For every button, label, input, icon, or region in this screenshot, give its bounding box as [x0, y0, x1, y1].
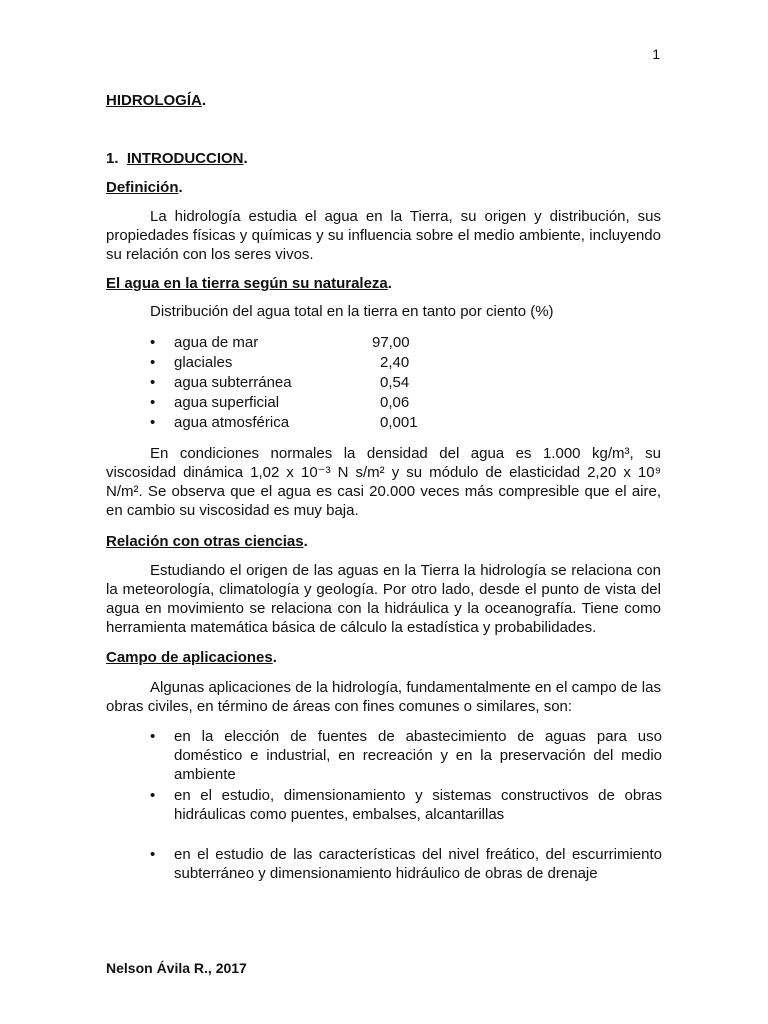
item-name: agua superficial — [174, 394, 280, 411]
section-title: INTRODUCCION — [126, 150, 244, 167]
relacion-heading-text: Relación con otras ciencias — [106, 533, 304, 550]
list-item-text: en el estudio, dimensionamiento y sistemas constructivos de obras hidráulicas como puentes, embalses, alcantarillas — [174, 787, 662, 823]
section-number: 1. — [106, 150, 119, 167]
item-name: agua subterránea — [174, 374, 292, 391]
item-value: 2,40 — [380, 354, 410, 371]
definicion-paragraph: La hidrología estudia el agua en la Tierra, su origen y distribución, sus propiedades físicas y químicas y su influencia sobre el medio ambiente, incluyendo su relación con los seres vivos. — [106, 208, 661, 263]
document-title-text: HIDROLOGÍA — [106, 92, 202, 109]
item-name: agua de mar — [174, 334, 259, 351]
list-item — [150, 727, 662, 784]
campo-heading-text: Campo de aplicaciones — [106, 649, 273, 666]
item-value: 0,54 — [380, 374, 410, 391]
item-value: 0,001 — [380, 414, 418, 431]
document-title — [106, 92, 206, 109]
relacion-heading — [106, 533, 308, 550]
bullet-icon: • — [150, 414, 156, 431]
list-item — [150, 353, 450, 373]
document-title-suffix: . — [201, 92, 207, 109]
item-name: glaciales — [174, 354, 233, 371]
naturaleza-heading-suffix: . — [387, 275, 392, 292]
bullet-icon: • — [150, 787, 156, 804]
definicion-heading-suffix: . — [178, 179, 183, 196]
campo-heading — [106, 649, 277, 666]
item-value: 97,00 — [372, 334, 410, 351]
section-suffix: . — [243, 150, 248, 167]
bullet-icon: • — [150, 846, 156, 863]
page-number: 1 — [652, 46, 660, 62]
bullet-icon: • — [150, 374, 156, 391]
naturaleza-heading-text: El agua en la tierra según su naturaleza — [106, 275, 388, 292]
list-item-text: en la elección de fuentes de abastecimiento de aguas para uso doméstico e industrial, en recreación y en la preservación del medio ambiente — [174, 728, 662, 783]
list-item — [150, 413, 450, 433]
distribucion-intro: Distribución del agua total en la tierra en tanto por ciento (%) — [150, 303, 554, 320]
distribution-list — [150, 333, 450, 433]
definicion-heading — [106, 179, 183, 196]
campo-paragraph: Algunas aplicaciones de la hidrología, fundamentalmente en el campo de las obras civiles, en término de áreas con fines comunes o similares, son: — [106, 679, 661, 715]
list-item-text: en el estudio de las características del nivel freático, del escurrimiento subterráneo y dimensionamiento hidráulico de obras de drenaje — [174, 846, 662, 882]
section-heading — [106, 150, 248, 167]
bullet-icon: • — [150, 394, 156, 411]
bullet-icon: • — [150, 334, 156, 351]
item-name: agua atmosférica — [174, 414, 290, 431]
list-item — [150, 373, 450, 393]
list-item — [150, 393, 450, 413]
bullet-icon: • — [150, 354, 156, 371]
naturaleza-heading — [106, 275, 392, 292]
relacion-paragraph: Estudiando el origen de las aguas en la Tierra la hidrología se relaciona con la meteorología, climatología y geología. Por otro lado, desde el punto de vista del agua en movimiento se relaciona con la hidráulica y la oceanografía. Tiene como herramienta matemática básica de cálculo la estadística y probabilidades. — [106, 562, 661, 636]
list-item — [150, 333, 450, 353]
relacion-heading-suffix: . — [303, 533, 308, 550]
definicion-heading-text: Definición — [106, 179, 179, 196]
propiedades-paragraph: En condiciones normales la densidad del agua es 1.000 kg/m³, su viscosidad dinámica 1,02 x 10⁻³ N s/m² y su módulo de elasticidad 2,20 x 10⁹ N/m². Se observa que el agua es casi 20.000 veces más compresible que el aire, en cambio su viscosidad es muy baja. — [106, 445, 661, 519]
list-item — [150, 786, 662, 824]
footer-author: Nelson Ávila R., 2017 — [106, 960, 247, 976]
campo-heading-suffix: . — [272, 649, 277, 666]
list-item — [150, 845, 662, 883]
bullet-icon: • — [150, 728, 156, 745]
item-value: 0,06 — [380, 394, 410, 411]
